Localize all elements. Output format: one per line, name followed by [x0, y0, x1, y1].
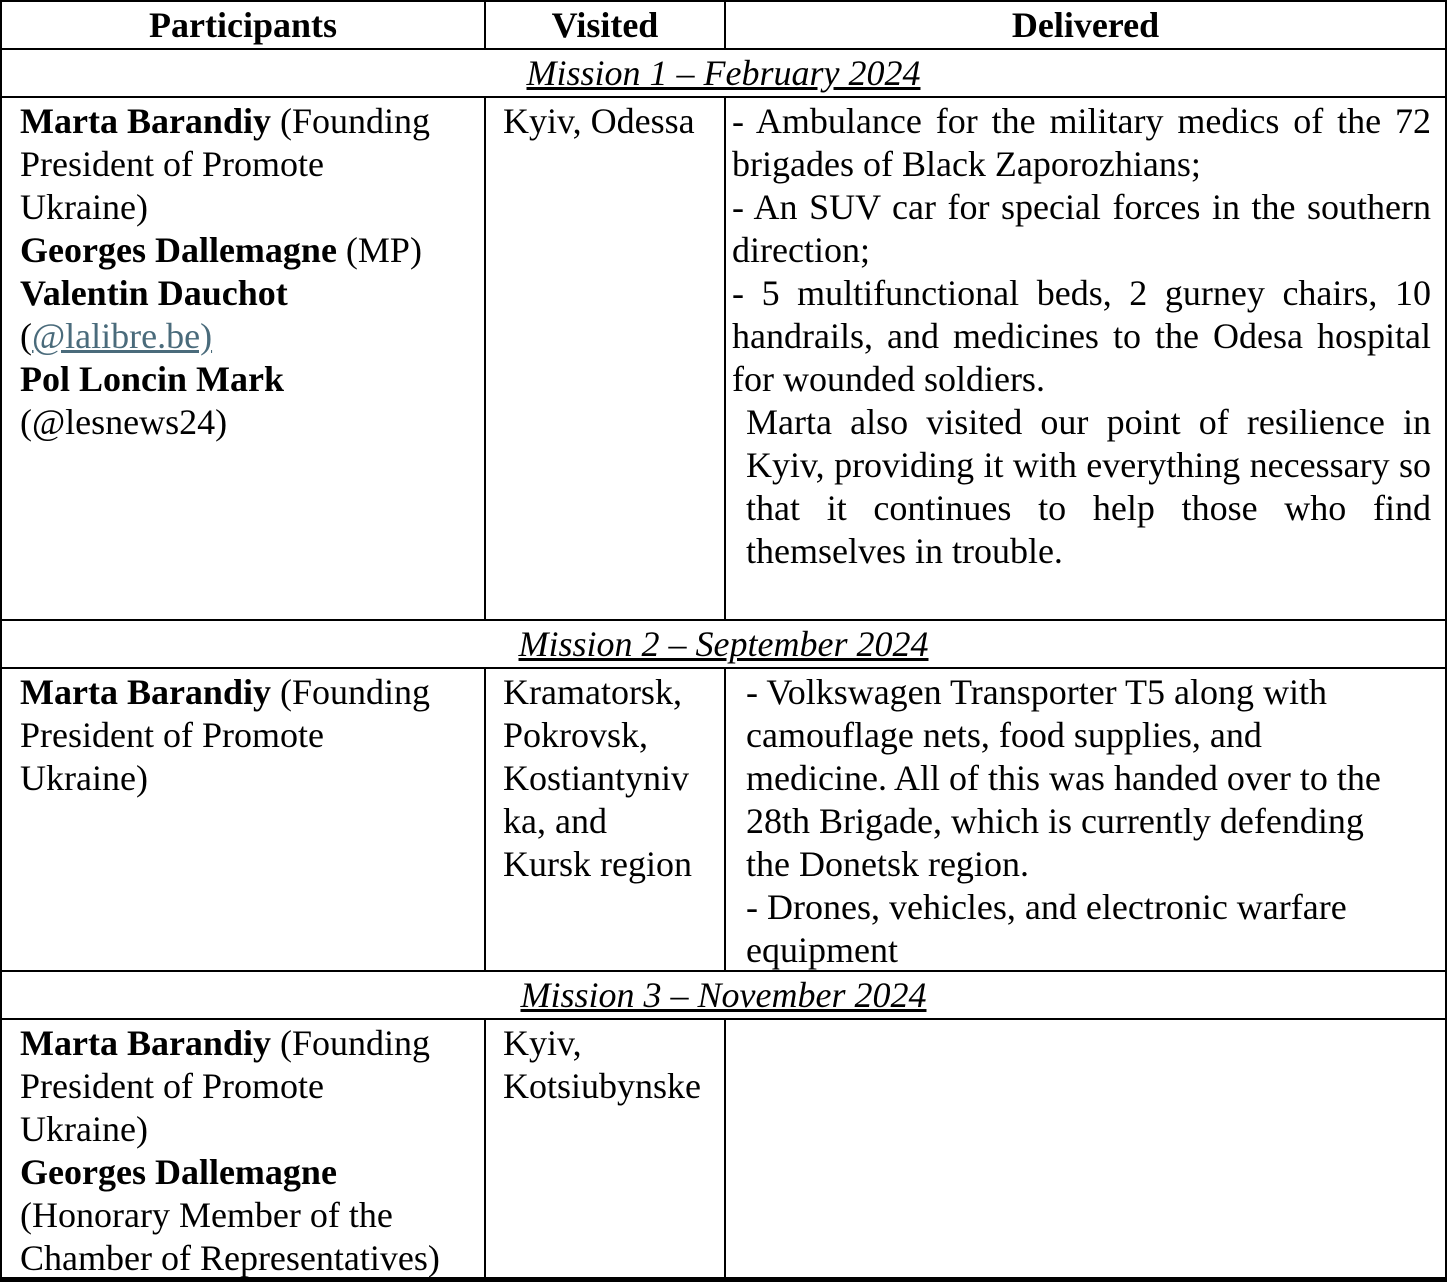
header-participants: Participants [2, 2, 486, 48]
participant-line [20, 1022, 484, 1065]
mission-1-row [2, 98, 1445, 621]
participant-name: Marta Barandiy [20, 101, 271, 141]
delivered-item: - Volkswagen Transporter T5 along with camouflage nets, food supplies, and medicine. All of this was handed over to the 28th Brigade, which is currently defending the Donetsk region. [746, 672, 1381, 884]
participant-line [20, 100, 484, 143]
visited-cell [486, 1020, 726, 1277]
visited-place: Kostiantyniv [503, 758, 689, 798]
participants-cell [2, 98, 486, 619]
header-delivered: Delivered [1011, 5, 1160, 45]
lalibre-link[interactable]: @lalibre.be) [32, 316, 213, 356]
participant-note: President of Promote [20, 1066, 324, 1106]
mission-1-title-row [2, 50, 1445, 98]
participant-note: Chamber of Representatives) [20, 1238, 440, 1278]
participant-line [20, 671, 484, 714]
mission-title: Mission 2 – September 2024 [518, 624, 929, 664]
participant-name: Georges Dallemagne [20, 230, 337, 270]
participants-cell [2, 669, 486, 970]
participant-line [20, 229, 484, 272]
visited-place: Kyiv, Odessa [503, 101, 695, 141]
delivered-note: Marta also visited our point of resilience in Kyiv, providing it with everything necessary so that it continues to help those who find themselves in trouble. [746, 402, 1431, 571]
mission-3-row [2, 1020, 1445, 1280]
participant-name: Valentin Dauchot [20, 273, 288, 313]
participant-note: President of Promote [20, 715, 324, 755]
visited-place: Kramatorsk, [503, 672, 682, 712]
delivered-item: - An SUV car for special forces in the southern direction; [732, 187, 1431, 270]
visited-place: Kursk region [503, 844, 692, 884]
delivered-item: - Ambulance for the military medics of the 72 brigades of Black Zaporozhians; [732, 101, 1431, 184]
participant-name: Georges Dallemagne [20, 1152, 337, 1192]
header-row [2, 2, 1445, 50]
participant-note: (Founding [270, 101, 430, 141]
mission-title: Mission 3 – November 2024 [520, 975, 927, 1015]
delivered-item: - 5 multifunctional beds, 2 gurney chairs, 10 handrails, and medicines to the Odesa hospital for wounded soldiers. [732, 273, 1431, 399]
participant-note: (MP) [336, 230, 422, 270]
participant-note: (Founding [270, 672, 430, 712]
participant-name: Marta Barandiy [20, 1023, 271, 1063]
participant-note: ( [20, 316, 32, 356]
participant-note: Ukraine) [20, 1109, 148, 1149]
participant-note: (Founding [270, 1023, 430, 1063]
participant-note: (Honorary Member of the [20, 1195, 393, 1235]
participant-note: (@lesnews24) [20, 402, 228, 442]
visited-place: ka, and [503, 801, 607, 841]
participants-cell [2, 1020, 486, 1277]
delivered-cell [726, 1020, 1445, 1277]
mission-title: Mission 1 – February 2024 [526, 53, 921, 93]
visited-cell [486, 669, 726, 970]
participant-note: President of Promote [20, 144, 324, 184]
mission-2-title-row [2, 621, 1445, 669]
participant-name: Pol Loncin Mark [20, 359, 285, 399]
delivered-cell [726, 98, 1445, 619]
mission-3-title-row [2, 972, 1445, 1020]
delivered-cell [726, 669, 1445, 970]
visited-place: Kyiv, [503, 1023, 582, 1063]
participant-note: Ukraine) [20, 187, 148, 227]
visited-cell [486, 98, 726, 619]
participant-note: Ukraine) [20, 758, 148, 798]
visited-place: Kotsiubynske [503, 1066, 701, 1106]
visited-place: Pokrovsk, [503, 715, 649, 755]
mission-2-row [2, 669, 1445, 972]
participant-line [20, 315, 484, 358]
participant-name: Marta Barandiy [20, 672, 271, 712]
header-visited: Visited [486, 2, 726, 48]
delivered-item: - Drones, vehicles, and electronic warfare equipment [746, 887, 1347, 970]
